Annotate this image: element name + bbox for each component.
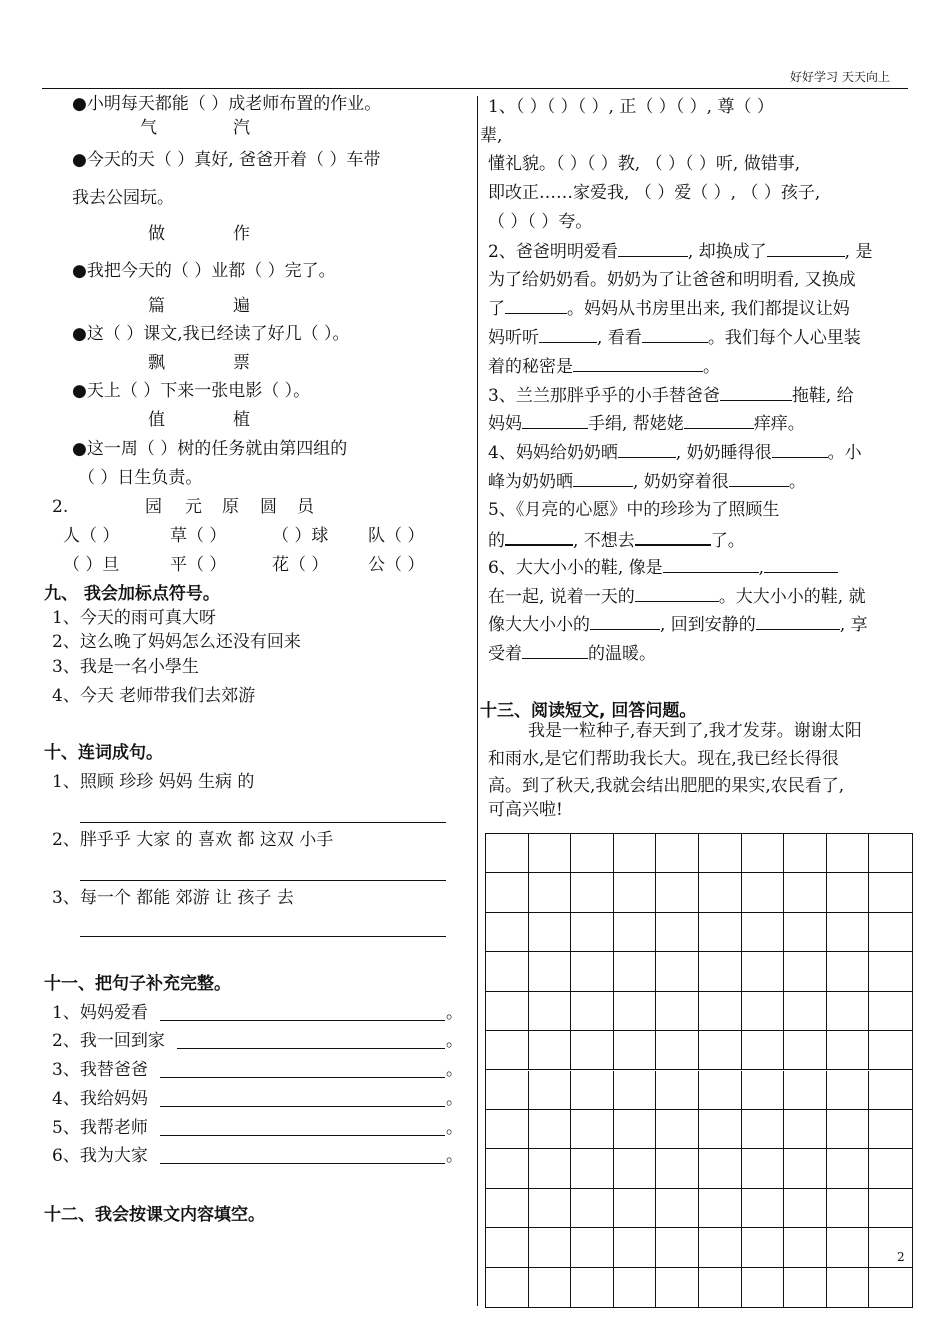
grid-cell[interactable] — [784, 873, 827, 912]
grid-cell[interactable] — [784, 1268, 827, 1307]
grid-cell[interactable] — [827, 1228, 870, 1267]
grid-cell[interactable] — [529, 1071, 572, 1110]
q8-char-2b: 作 — [233, 224, 250, 244]
fill-blank[interactable] — [539, 327, 597, 343]
grid-cell[interactable] — [742, 952, 785, 991]
grid-cell[interactable] — [742, 1031, 785, 1070]
grid-cell[interactable] — [529, 1031, 572, 1070]
grid-cell[interactable] — [656, 834, 699, 873]
grid-cell[interactable] — [571, 1189, 614, 1228]
q12-1-line: 1、（ ）（ ）（ ）, 正（ ）（ ）, 尊（ ） — [488, 97, 774, 117]
grid-cell[interactable] — [614, 1228, 657, 1267]
q12-4-text: 4、妈妈给奶奶晒 — [488, 443, 618, 463]
q12-4-line — [488, 442, 862, 463]
grid-cell[interactable] — [614, 1189, 657, 1228]
grid-cell[interactable] — [656, 1071, 699, 1110]
grid-cell[interactable] — [486, 952, 529, 991]
grid-cell[interactable] — [784, 1149, 827, 1188]
grid-cell[interactable] — [571, 834, 614, 873]
q8-char-4b: 票 — [233, 353, 250, 373]
grid-cell[interactable] — [614, 952, 657, 991]
fill-blank[interactable] — [772, 442, 828, 458]
q12-2-text: 了 — [488, 299, 505, 319]
grid-cell[interactable] — [486, 1189, 529, 1228]
grid-cell[interactable] — [656, 913, 699, 952]
q8-sentence-2-cont: 我去公园玩。 — [72, 188, 174, 208]
grid-cell[interactable] — [656, 1189, 699, 1228]
grid-cell[interactable] — [784, 952, 827, 991]
grid-cell[interactable] — [486, 1268, 529, 1307]
q8-2-char: 员 — [297, 497, 314, 517]
fill-blank[interactable] — [590, 614, 660, 630]
q8-sentence-5: ●天上（ ）下来一张电影（ ）。 — [72, 381, 311, 401]
grid-cell[interactable] — [742, 1268, 785, 1307]
fill-blank[interactable] — [573, 356, 703, 372]
grid-cell[interactable] — [529, 1149, 572, 1188]
answer-line[interactable] — [160, 1020, 445, 1021]
section-10-title: 十、连词成句。 — [44, 743, 163, 763]
grid-cell[interactable] — [529, 1228, 572, 1267]
grid-cell[interactable] — [614, 1071, 657, 1110]
q8-2-char: 元 — [185, 497, 202, 517]
fill-blank[interactable] — [522, 413, 588, 429]
grid-cell[interactable] — [869, 873, 912, 912]
grid-cell[interactable] — [699, 992, 742, 1031]
q8-2-char: 圆 — [260, 497, 277, 517]
section-11-item: 1、妈妈爱看 — [52, 1003, 148, 1023]
grid-cell[interactable] — [827, 992, 870, 1031]
q12-5-text: 的 — [488, 531, 505, 551]
fill-blank[interactable] — [720, 385, 792, 401]
grid-cell[interactable] — [571, 992, 614, 1031]
q12-6-text: , 享 — [839, 615, 868, 635]
grid-cell[interactable] — [699, 913, 742, 952]
q12-2-line — [488, 298, 850, 319]
q12-6-text: 的温暖。 — [588, 644, 656, 664]
q8-2-blank: 人（ ） — [63, 526, 120, 546]
answer-line[interactable] — [80, 880, 446, 881]
grid-cell[interactable] — [784, 1071, 827, 1110]
q8-char-1a: 气 — [140, 118, 157, 138]
q12-3-text: 痒痒。 — [753, 414, 805, 434]
grid-cell[interactable] — [656, 1031, 699, 1070]
grid-cell[interactable] — [656, 1110, 699, 1149]
grid-cell[interactable] — [869, 1071, 912, 1110]
grid-cell[interactable] — [869, 834, 912, 873]
header-motto: 好好学习 天天向上 — [790, 70, 890, 84]
grid-cell[interactable] — [571, 913, 614, 952]
period-mark: 。 — [446, 1003, 463, 1023]
section-10-item: 3、每一个 都能 郊游 让 孩子 去 — [52, 888, 294, 908]
period-mark: 。 — [446, 1118, 463, 1138]
grid-cell[interactable] — [869, 1189, 912, 1228]
grid-cell[interactable] — [614, 1110, 657, 1149]
grid-cell[interactable] — [529, 1110, 572, 1149]
passage-line: 高。到了秋天,我就会结出肥肥的果实,农民看了, — [488, 776, 845, 796]
grid-cell[interactable] — [699, 1149, 742, 1188]
q12-4-text: , 奶奶穿着很 — [633, 472, 729, 492]
q12-4-text: , 奶奶睡得很 — [675, 443, 772, 463]
grid-cell[interactable] — [486, 1110, 529, 1149]
fill-blank[interactable] — [764, 557, 838, 573]
q8-sentence-6-cont: （ ）日生负责。 — [78, 468, 203, 488]
grid-cell[interactable] — [742, 1189, 785, 1228]
q12-6-text: 受着 — [488, 644, 522, 664]
q8-char-1b: 汽 — [233, 118, 250, 138]
passage-line: 我是一粒种子,春天到了,我才发芽。谢谢太阳 — [528, 721, 862, 741]
grid-cell[interactable] — [827, 1110, 870, 1149]
section-11-item: 4、我给妈妈 — [52, 1089, 148, 1109]
q8-char-3b: 遍 — [233, 296, 250, 316]
grid-cell[interactable] — [869, 1228, 912, 1267]
grid-cell[interactable] — [529, 1268, 572, 1307]
grid-cell[interactable] — [614, 1031, 657, 1070]
fill-blank[interactable] — [756, 614, 840, 630]
answer-line[interactable] — [160, 1077, 445, 1078]
q12-4-text: 。 — [788, 472, 806, 492]
q12-2-text: 妈听听 — [488, 328, 539, 348]
q12-3-text: 手绢, 帮姥姥 — [588, 414, 684, 434]
q8-sentence-4: ●这（ ）课文,我已经读了好几（ ）。 — [72, 324, 350, 344]
grid-cell[interactable] — [529, 834, 572, 873]
section-9-item: 4、今天 老师带我们去郊游 — [52, 686, 256, 706]
section-11-item: 3、我替爸爸 — [52, 1060, 148, 1080]
q8-2-blank: 公（ ） — [368, 555, 425, 575]
grid-cell[interactable] — [571, 873, 614, 912]
grid-cell[interactable] — [742, 873, 785, 912]
fill-blank[interactable] — [684, 413, 754, 429]
grid-cell[interactable] — [827, 834, 870, 873]
fill-blank[interactable] — [505, 529, 573, 546]
grid-cell[interactable] — [571, 1228, 614, 1267]
grid-cell[interactable] — [784, 1110, 827, 1149]
grid-cell[interactable] — [699, 1031, 742, 1070]
column-divider — [477, 96, 478, 1306]
grid-cell[interactable] — [486, 1149, 529, 1188]
fill-blank[interactable] — [635, 529, 711, 546]
grid-cell[interactable] — [486, 913, 529, 952]
grid-cell[interactable] — [869, 1110, 912, 1149]
grid-cell[interactable] — [486, 992, 529, 1031]
answer-line[interactable] — [80, 822, 446, 823]
writing-grid[interactable] — [485, 833, 913, 1308]
passage-line: 可高兴啦! — [488, 800, 563, 820]
section-12-title: 十二、我会按课文内容填空。 — [44, 1205, 265, 1225]
section-11-item: 5、我帮老师 — [52, 1118, 148, 1138]
section-13-title: 十三、阅读短文, 回答问题。 — [480, 701, 697, 721]
q12-6-text: 。大大小小的鞋, 就 — [718, 587, 866, 607]
grid-cell[interactable] — [656, 992, 699, 1031]
grid-cell[interactable] — [827, 873, 870, 912]
answer-line[interactable] — [160, 1106, 445, 1107]
section-9-title: 九、 我会加标点符号。 — [44, 584, 220, 604]
section-9-item: 3、我是一名小學生 — [52, 657, 199, 677]
q8-2-blank: 队（ ） — [368, 526, 425, 546]
answer-line[interactable] — [160, 1135, 445, 1136]
grid-cell[interactable] — [614, 992, 657, 1031]
grid-cell[interactable] — [486, 1228, 529, 1267]
q12-5-line: 5、《月亮的心愿》中的珍珍为了照顾生 — [488, 500, 780, 520]
q8-char-5b: 植 — [233, 410, 250, 430]
q12-2-line — [488, 327, 861, 348]
grid-cell[interactable] — [827, 952, 870, 991]
grid-cell[interactable] — [529, 1189, 572, 1228]
grid-cell[interactable] — [827, 1031, 870, 1070]
header-rule — [42, 88, 908, 89]
q12-2-line — [488, 241, 872, 262]
q8-2-char: 原 — [222, 497, 239, 517]
grid-cell[interactable] — [827, 1071, 870, 1110]
section-9-item: 1、今天的雨可真大呀 — [52, 608, 216, 628]
grid-cell[interactable] — [784, 992, 827, 1031]
grid-cell[interactable] — [869, 1149, 912, 1188]
q12-5-text: 了。 — [710, 531, 745, 551]
grid-cell[interactable] — [486, 1071, 529, 1110]
q8-char-2a: 做 — [148, 224, 165, 244]
grid-cell[interactable] — [742, 1071, 785, 1110]
grid-cell[interactable] — [614, 1149, 657, 1188]
q8-sentence-2: ●今天的天（ ）真好, 爸爸开着（ ）车带 — [72, 150, 381, 170]
grid-cell[interactable] — [699, 1228, 742, 1267]
q12-4-text: 。小 — [827, 443, 862, 463]
q12-2-text: , 看看 — [597, 328, 642, 348]
grid-cell[interactable] — [784, 913, 827, 952]
grid-cell[interactable] — [656, 1268, 699, 1307]
q12-2-text: 着的秘密是 — [488, 357, 573, 377]
q12-1-line: （ ）（ ）夸。 — [488, 212, 593, 232]
grid-cell[interactable] — [742, 1110, 785, 1149]
q8-2-blank: （ ）旦 — [63, 555, 120, 575]
grid-cell[interactable] — [827, 1149, 870, 1188]
answer-line[interactable] — [80, 936, 446, 937]
grid-cell[interactable] — [571, 1149, 614, 1188]
grid-cell[interactable] — [869, 992, 912, 1031]
grid-cell[interactable] — [486, 1031, 529, 1070]
answer-line[interactable] — [177, 1048, 445, 1049]
fill-blank[interactable] — [522, 643, 588, 659]
grid-cell[interactable] — [571, 1268, 614, 1307]
q12-3-text: 拖鞋, 给 — [791, 386, 854, 406]
grid-cell[interactable] — [699, 873, 742, 912]
grid-cell[interactable] — [571, 1031, 614, 1070]
grid-cell[interactable] — [571, 1071, 614, 1110]
period-mark: 。 — [446, 1031, 463, 1051]
grid-cell[interactable] — [869, 1031, 912, 1070]
grid-cell[interactable] — [784, 1189, 827, 1228]
grid-cell[interactable] — [529, 873, 572, 912]
q12-2-text: 2、爸爸明明爱看 — [488, 242, 618, 262]
q12-1-line: 即改正……家爱我, （ ）爱（ ）, （ ）孩子, — [488, 183, 821, 203]
q12-6-line — [488, 586, 866, 607]
q12-6-text: 6、大大小小的鞋, 像是 — [488, 558, 663, 578]
grid-cell[interactable] — [742, 834, 785, 873]
q8-char-5a: 值 — [148, 410, 165, 430]
fill-blank[interactable] — [663, 557, 759, 573]
grid-cell[interactable] — [571, 1110, 614, 1149]
grid-cell[interactable] — [656, 873, 699, 912]
grid-cell[interactable] — [784, 1228, 827, 1267]
page-number: 2 — [897, 1250, 905, 1264]
section-10-item: 2、胖乎乎 大家 的 喜欢 都 这双 小手 — [52, 830, 334, 850]
grid-cell[interactable] — [699, 952, 742, 991]
q12-2-line: 为了给奶奶看。奶奶为了让爸爸和明明看, 又换成 — [488, 270, 856, 290]
q12-2-text: , 是 — [844, 242, 873, 262]
q12-2-line — [488, 356, 720, 377]
grid-cell[interactable] — [699, 1268, 742, 1307]
q8-2-blank: （ ）球 — [272, 526, 329, 546]
grid-cell[interactable] — [742, 913, 785, 952]
q12-6-line — [488, 557, 838, 578]
answer-line[interactable] — [160, 1163, 445, 1164]
fill-blank[interactable] — [642, 327, 708, 343]
grid-cell[interactable] — [699, 1071, 742, 1110]
q12-6-text: , — [758, 558, 765, 578]
grid-cell[interactable] — [869, 913, 912, 952]
period-mark: 。 — [446, 1060, 463, 1080]
grid-cell[interactable] — [614, 1268, 657, 1307]
fill-blank[interactable] — [618, 442, 676, 458]
q12-3-line — [488, 413, 805, 434]
grid-cell[interactable] — [529, 992, 572, 1031]
q12-5-text: , 不想去 — [573, 531, 635, 551]
q12-3-text: 妈妈 — [488, 414, 522, 434]
q8-2-blank: 草（ ） — [170, 526, 227, 546]
fill-blank[interactable] — [573, 471, 633, 487]
grid-cell[interactable] — [571, 952, 614, 991]
grid-cell[interactable] — [699, 834, 742, 873]
q8-2-blank: 花（ ） — [272, 555, 329, 575]
q12-1-line: 辈, — [480, 126, 503, 146]
passage-line: 和雨水,是它们帮助我长大。现在,我已经长得很 — [488, 749, 839, 769]
grid-cell[interactable] — [742, 1228, 785, 1267]
grid-cell[interactable] — [614, 913, 657, 952]
grid-cell[interactable] — [656, 952, 699, 991]
grid-cell[interactable] — [869, 952, 912, 991]
q12-3-text: 3、兰兰那胖乎乎的小手替爸爸 — [488, 386, 720, 406]
grid-cell[interactable] — [742, 1149, 785, 1188]
grid-cell[interactable] — [529, 913, 572, 952]
grid-cell[interactable] — [614, 873, 657, 912]
q8-2-char: 园 — [145, 497, 162, 517]
q12-2-text: 。 — [703, 357, 720, 377]
q12-6-text: 在一起, 说着一天的 — [488, 587, 635, 607]
period-mark: 。 — [446, 1146, 463, 1166]
grid-cell[interactable] — [827, 913, 870, 952]
q12-6-line — [488, 643, 656, 664]
period-mark: 。 — [446, 1089, 463, 1109]
q12-6-text: 像大大小小的 — [488, 615, 590, 635]
section-11-title: 十一、把句子补充完整。 — [44, 974, 231, 994]
q8-2-number: 2. — [52, 497, 69, 517]
q12-1-line: 懂礼貌。（ ）（ ）教, （ ）（ ）听, 做错事, — [488, 154, 801, 174]
q12-4-text: 峰为奶奶晒 — [488, 472, 573, 492]
q8-sentence-1: ●小明每天都能（ ）成老师布置的作业。 — [72, 94, 382, 114]
grid-cell[interactable] — [614, 834, 657, 873]
grid-cell[interactable] — [656, 1228, 699, 1267]
fill-blank[interactable] — [767, 241, 845, 257]
q8-2-blank: 平（ ） — [170, 555, 227, 575]
q12-2-text: 。我们每个人心里装 — [707, 328, 861, 348]
grid-cell[interactable] — [784, 834, 827, 873]
fill-blank[interactable] — [618, 241, 688, 257]
grid-cell[interactable] — [742, 992, 785, 1031]
grid-cell[interactable] — [699, 1110, 742, 1149]
section-9-item: 2、这么晚了妈妈怎么还没有回来 — [52, 632, 301, 652]
grid-cell[interactable] — [827, 1189, 870, 1228]
q8-char-4a: 飘 — [148, 353, 165, 373]
q8-sentence-6: ●这一周（ ）树的任务就由第四组的 — [72, 439, 348, 459]
fill-blank[interactable] — [635, 586, 719, 602]
grid-cell[interactable] — [784, 1031, 827, 1070]
fill-blank[interactable] — [729, 471, 789, 487]
section-10-item: 1、照顾 珍珍 妈妈 生病 的 — [52, 772, 255, 792]
q12-5-line — [488, 529, 745, 551]
q12-3-line — [488, 385, 854, 406]
fill-blank[interactable] — [505, 298, 567, 314]
q12-4-line — [488, 471, 806, 492]
q12-2-text: , 却换成了 — [687, 242, 767, 262]
section-11-item: 6、我为大家 — [52, 1146, 148, 1166]
grid-cell[interactable] — [486, 834, 529, 873]
grid-cell[interactable] — [486, 873, 529, 912]
q12-6-line — [488, 614, 868, 635]
grid-cell[interactable] — [529, 952, 572, 991]
q8-sentence-3: ●我把今天的（ ）业都（ ）完了。 — [72, 261, 336, 281]
grid-cell[interactable] — [827, 1268, 870, 1307]
q8-char-3a: 篇 — [148, 296, 165, 316]
section-11-item: 2、我一回到家 — [52, 1031, 165, 1051]
q12-2-text: 。妈妈从书房里出来, 我们都提议让妈 — [567, 299, 850, 319]
q12-6-text: , 回到安静的 — [660, 615, 756, 635]
grid-cell[interactable] — [699, 1189, 742, 1228]
grid-cell[interactable] — [869, 1268, 912, 1307]
grid-cell[interactable] — [656, 1149, 699, 1188]
